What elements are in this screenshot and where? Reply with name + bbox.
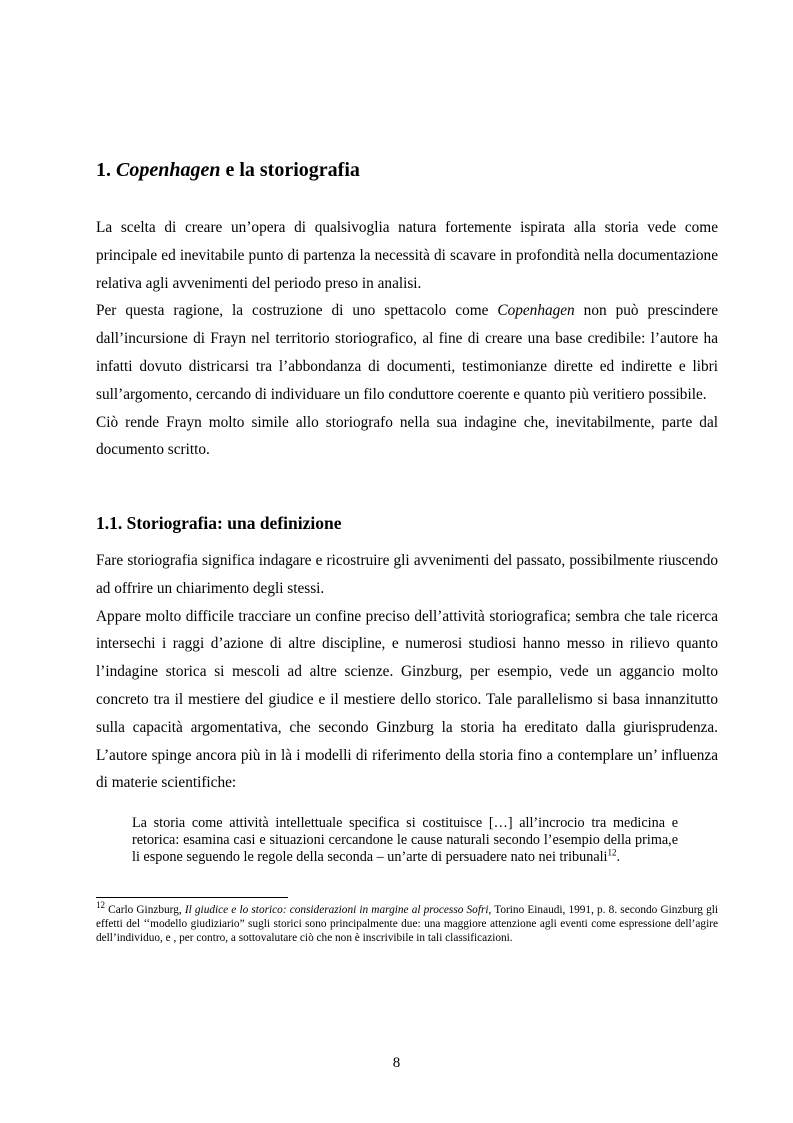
chapter-title-rest: e la storiografia [225, 159, 360, 181]
paragraph: La scelta di creare un’opera di qualsivoglia natura fortemente ispirata alla storia vede come principale ed inevitabile punto di partenza la necessità di scavare in profondità nella documentazione relativa agli avvenimenti del periodo preso in analisi. [96, 219, 718, 292]
footnote-separator [96, 897, 288, 898]
footnote: $^{12}$ Carlo Ginzburg, Il giudice e lo storico: considerazioni in margine al processo Sofri, Torino Einaudi, 1991, p. 8. secondo Ginzburg gli effetti del ‘‘modello giudiziario” sugli storici sono principalmente due: una maggiore attenzione agli eventi come espressione dell’agire dell’individuo, e , per contro, a sottovalutare ciò che non è inscrivibile in tali classificazioni. [96, 900, 719, 944]
italic-title: Copenhagen [497, 302, 575, 320]
chapter-heading [96, 156, 360, 184]
footnote-number: 12 [96, 900, 105, 911]
chapter-number: 1. [96, 159, 111, 181]
section-1-body [96, 214, 718, 464]
section-heading: 1.1. Storiografia: una definizione [96, 513, 342, 533]
section-2-body [96, 547, 718, 797]
paragraph: Appare molto difficile tracciare un confine preciso dell’attività storiografica; sembra che tale ricerca intersechi i raggi d’azione di altre discipline, e numerosi studiosi hanno messo in rilievo quanto l’indagine storica si mescoli ad altre scienze. Ginzburg, per esempio, vede un aggancio molto concreto tra il mestiere del giudice e il mestiere dello storico. Tale parallelismo si basa innanzitutto sulla capacità argomentativa, che secondo Ginzburg la storia ha ereditato dalla giurisprudenza. L’autore spinge ancora più in là i modelli di riferimento della storia fino a contemplare un’ influenza di materie scientifiche: [96, 607, 718, 792]
footnote-reference: 12 [607, 846, 617, 857]
block-quote: La storia come attività intellettuale specifica si costituisce […] all’incrocio tra medicina e retorica: esamina casi e situazioni cercandone le cause naturali secondo l’esempio della prima,e li espone seguendo le regole della seconda – un’arte di persuadere nato nei tribunali$^{12}$. [132, 815, 678, 865]
paragraph: Per questa ragione, la costruzione di uno spettacolo come Copenhagen non può prescindere dall’incursione di Frayn nel territorio storiografico, al fine di creare una base credibile: l’autore ha infatti dovuto districarsi tra l’abbondanza di documenti, testimonianze dirette ed indirette e libri sull’argomento, cercando di individuare un filo conduttore coerente e quanto più veritiero possibile. [96, 302, 718, 403]
chapter-title-italic: Copenhagen [116, 159, 221, 181]
footnote-title: Il giudice e lo storico: considerazioni in margine al processo Sofri [184, 904, 489, 916]
paragraph: Ciò rende Frayn molto simile allo storiografo nella sua indagine che, inevitabilmente, parte dal documento scritto. [96, 413, 718, 459]
paragraph: Fare storiografia significa indagare e ricostruire gli avvenimenti del passato, possibilmente riuscendo ad offrire un chiarimento degli stessi. [96, 552, 718, 597]
page-number: 8 [392, 1055, 401, 1071]
